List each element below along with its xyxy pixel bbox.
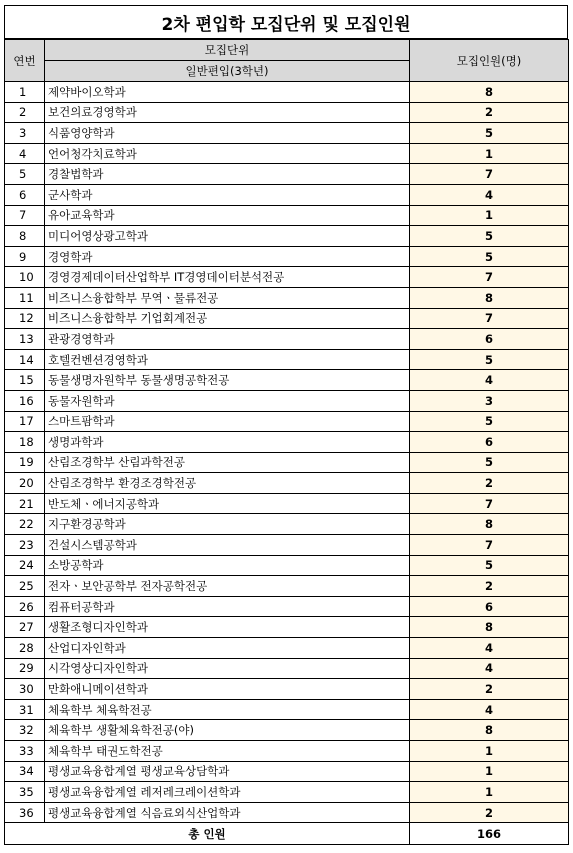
- unit-name: 동물자원학과: [45, 390, 410, 411]
- recruit-count: 7: [410, 267, 569, 288]
- recruit-count: 8: [410, 82, 569, 103]
- recruit-count: 5: [410, 246, 569, 267]
- table-row: [5, 658, 569, 679]
- row-number: 24: [5, 555, 45, 576]
- row-number: 7: [5, 205, 45, 226]
- row-number: 25: [5, 576, 45, 597]
- unit-name: 생명과학과: [45, 432, 410, 453]
- row-number: 14: [5, 349, 45, 370]
- table-row: [5, 638, 569, 659]
- unit-name: 소방공학과: [45, 555, 410, 576]
- recruit-count: 2: [410, 576, 569, 597]
- unit-name: 생활조형디자인학과: [45, 617, 410, 638]
- row-number: 31: [5, 699, 45, 720]
- row-number: 36: [5, 802, 45, 823]
- recruit-count: 5: [410, 226, 569, 247]
- row-number: 29: [5, 658, 45, 679]
- header-count: 모집인원(명): [410, 40, 569, 82]
- recruit-count: 2: [410, 102, 569, 123]
- row-number: 32: [5, 720, 45, 741]
- unit-name: 시각영상디자인학과: [45, 658, 410, 679]
- total-count: 166: [410, 823, 569, 845]
- row-number: 1: [5, 82, 45, 103]
- unit-name: 체육학부 체육학전공: [45, 699, 410, 720]
- recruit-count: 8: [410, 617, 569, 638]
- recruit-count: 2: [410, 802, 569, 823]
- table-row: [5, 535, 569, 556]
- row-number: 10: [5, 267, 45, 288]
- recruit-count: 7: [410, 308, 569, 329]
- recruit-count: 2: [410, 679, 569, 700]
- unit-name: 식품영양학과: [45, 123, 410, 144]
- recruit-count: 7: [410, 535, 569, 556]
- recruit-count: 1: [410, 143, 569, 164]
- recruit-count: 1: [410, 761, 569, 782]
- unit-name: 평생교육융합계열 식음료외식산업학과: [45, 802, 410, 823]
- row-number: 11: [5, 287, 45, 308]
- recruit-count: 5: [410, 555, 569, 576]
- page-title: 2차 편입학 모집단위 및 모집인원: [4, 5, 568, 39]
- table-row: [5, 493, 569, 514]
- row-number: 18: [5, 432, 45, 453]
- recruit-count: 8: [410, 287, 569, 308]
- table-row: [5, 390, 569, 411]
- row-number: 13: [5, 329, 45, 350]
- row-number: 22: [5, 514, 45, 535]
- recruit-count: 4: [410, 184, 569, 205]
- recruit-count: 8: [410, 720, 569, 741]
- recruit-count: 6: [410, 432, 569, 453]
- row-number: 28: [5, 638, 45, 659]
- recruit-count: 6: [410, 329, 569, 350]
- table-row: [5, 143, 569, 164]
- unit-name: 경영경제데이터산업학부 IT경영데이터분석전공: [45, 267, 410, 288]
- unit-name: 동물생명자원학부 동물생명공학전공: [45, 370, 410, 391]
- total-row: [5, 823, 569, 845]
- recruit-count: 5: [410, 123, 569, 144]
- table-row: [5, 699, 569, 720]
- table-row: [5, 102, 569, 123]
- unit-name: 만화애니메이션학과: [45, 679, 410, 700]
- recruit-count: 8: [410, 514, 569, 535]
- recruit-count: 1: [410, 782, 569, 803]
- recruit-count: 6: [410, 596, 569, 617]
- unit-name: 군사학과: [45, 184, 410, 205]
- table-row: [5, 308, 569, 329]
- row-number: 9: [5, 246, 45, 267]
- unit-name: 평생교육융합계열 평생교육상담학과: [45, 761, 410, 782]
- unit-name: 컴퓨터공학과: [45, 596, 410, 617]
- row-number: 8: [5, 226, 45, 247]
- unit-name: 비즈니스융합학부 기업회계전공: [45, 308, 410, 329]
- row-number: 12: [5, 308, 45, 329]
- table-row: [5, 329, 569, 350]
- table-row: [5, 82, 569, 103]
- header-unit: 모집단위: [45, 40, 410, 61]
- table-row: [5, 473, 569, 494]
- table-row: [5, 411, 569, 432]
- row-number: 5: [5, 164, 45, 185]
- total-label: 총 인원: [5, 823, 410, 845]
- table-row: [5, 370, 569, 391]
- row-number: 17: [5, 411, 45, 432]
- table-row: [5, 452, 569, 473]
- unit-name: 전자ㆍ보안공학부 전자공학전공: [45, 576, 410, 597]
- recruit-count: 7: [410, 164, 569, 185]
- unit-name: 호텔컨벤션경영학과: [45, 349, 410, 370]
- row-number: 30: [5, 679, 45, 700]
- table-row: [5, 617, 569, 638]
- header-subunit: 일반편입(3학년): [45, 61, 410, 82]
- table-row: [5, 741, 569, 762]
- row-number: 4: [5, 143, 45, 164]
- unit-name: 체육학부 생활체육학전공(야): [45, 720, 410, 741]
- row-number: 3: [5, 123, 45, 144]
- unit-name: 반도체ㆍ에너지공학과: [45, 493, 410, 514]
- recruit-count: 2: [410, 473, 569, 494]
- unit-name: 경영학과: [45, 246, 410, 267]
- table-row: [5, 802, 569, 823]
- row-number: 33: [5, 741, 45, 762]
- unit-name: 언어청각치료학과: [45, 143, 410, 164]
- row-number: 26: [5, 596, 45, 617]
- recruit-count: 5: [410, 411, 569, 432]
- unit-name: 관광경영학과: [45, 329, 410, 350]
- admission-table: [4, 39, 569, 845]
- admission-table-container: [4, 5, 568, 845]
- table-row: [5, 349, 569, 370]
- unit-name: 비즈니스융합학부 무역ㆍ물류전공: [45, 287, 410, 308]
- unit-name: 경찰법학과: [45, 164, 410, 185]
- unit-name: 건설시스템공학과: [45, 535, 410, 556]
- recruit-count: 1: [410, 741, 569, 762]
- table-row: [5, 782, 569, 803]
- row-number: 27: [5, 617, 45, 638]
- table-row: [5, 761, 569, 782]
- unit-name: 제약바이오학과: [45, 82, 410, 103]
- row-number: 16: [5, 390, 45, 411]
- table-row: [5, 514, 569, 535]
- table-row: [5, 555, 569, 576]
- unit-name: 체육학부 태권도학전공: [45, 741, 410, 762]
- recruit-count: 1: [410, 205, 569, 226]
- row-number: 21: [5, 493, 45, 514]
- recruit-count: 4: [410, 699, 569, 720]
- table-row: [5, 432, 569, 453]
- row-number: 6: [5, 184, 45, 205]
- unit-name: 평생교육융합계열 레저레크레이션학과: [45, 782, 410, 803]
- unit-name: 산림조경학부 산림과학전공: [45, 452, 410, 473]
- recruit-count: 5: [410, 452, 569, 473]
- table-row: [5, 164, 569, 185]
- table-row: [5, 123, 569, 144]
- recruit-count: 5: [410, 349, 569, 370]
- table-row: [5, 287, 569, 308]
- table-row: [5, 720, 569, 741]
- row-number: 35: [5, 782, 45, 803]
- table-row: [5, 205, 569, 226]
- recruit-count: 4: [410, 370, 569, 391]
- row-number: 20: [5, 473, 45, 494]
- unit-name: 유아교육학과: [45, 205, 410, 226]
- recruit-count: 7: [410, 493, 569, 514]
- table-row: [5, 596, 569, 617]
- table-row: [5, 679, 569, 700]
- unit-name: 미디어영상광고학과: [45, 226, 410, 247]
- table-row: [5, 226, 569, 247]
- unit-name: 산업디자인학과: [45, 638, 410, 659]
- row-number: 19: [5, 452, 45, 473]
- unit-name: 산림조경학부 환경조경학전공: [45, 473, 410, 494]
- row-number: 15: [5, 370, 45, 391]
- table-row: [5, 184, 569, 205]
- unit-name: 지구환경공학과: [45, 514, 410, 535]
- row-number: 2: [5, 102, 45, 123]
- row-number: 34: [5, 761, 45, 782]
- recruit-count: 4: [410, 658, 569, 679]
- unit-name: 보건의료경영학과: [45, 102, 410, 123]
- recruit-count: 3: [410, 390, 569, 411]
- table-row: [5, 267, 569, 288]
- row-number: 23: [5, 535, 45, 556]
- table-row: [5, 246, 569, 267]
- unit-name: 스마트팜학과: [45, 411, 410, 432]
- recruit-count: 4: [410, 638, 569, 659]
- header-no: 연번: [5, 40, 45, 82]
- table-row: [5, 576, 569, 597]
